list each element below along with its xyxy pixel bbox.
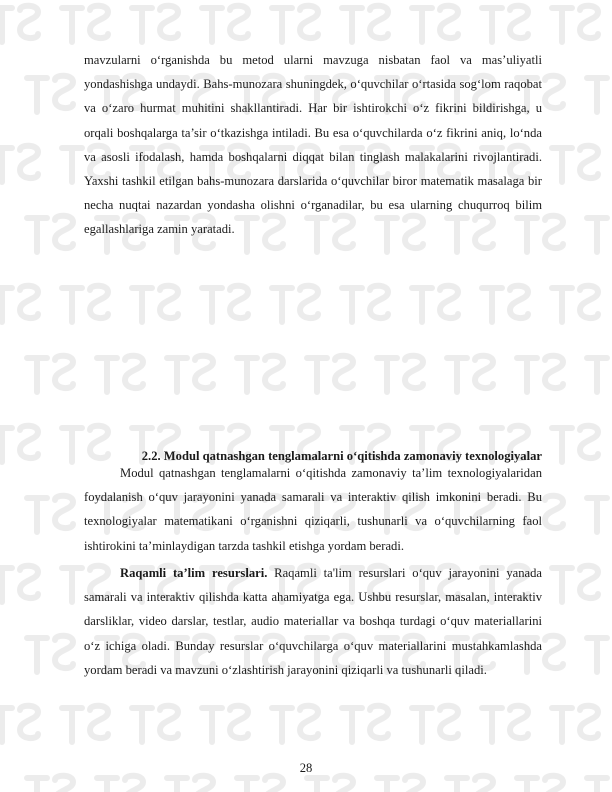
paragraph-3-lead: Raqamli ta’lim resurslari. bbox=[120, 566, 268, 580]
watermark-mark bbox=[540, 130, 610, 200]
watermark-mark bbox=[50, 690, 120, 760]
watermark-mark bbox=[225, 340, 295, 410]
watermark-mark bbox=[575, 200, 612, 270]
watermark-mark bbox=[575, 480, 612, 550]
watermark-mark bbox=[540, 270, 610, 340]
page-number: 28 bbox=[299, 761, 313, 775]
watermark-mark bbox=[0, 130, 50, 200]
watermark-mark bbox=[575, 620, 612, 690]
watermark-mark bbox=[15, 480, 85, 550]
watermark-mark bbox=[540, 0, 610, 60]
paragraph-3-body: Raqamli ta'lim resurslari o‘quv jarayonini yanada samarali va interaktiv qilishda katta ahamiyatga ega. Ushbu resurslar, masalan, interaktiv darsliklar, video darslar, testlar, audio materiallar va boshqa turdagi o‘quv materiallarini o‘z ichiga oladi. Bunday resurslar o‘quvchilarga o‘quv materiallarini mustahkamlashda yordam beradi va mavzuni o‘zlashtirish jarayonini qiziqarli va tushunarli qiladi. bbox=[84, 566, 542, 677]
watermark-mark bbox=[0, 270, 50, 340]
watermark-mark bbox=[435, 340, 505, 410]
watermark-mark bbox=[120, 690, 190, 760]
watermark-mark bbox=[400, 690, 470, 760]
watermark-mark bbox=[330, 270, 400, 340]
watermark-mark bbox=[15, 60, 85, 130]
watermark-mark bbox=[260, 270, 330, 340]
watermark-mark bbox=[470, 690, 540, 760]
watermark-mark bbox=[575, 60, 612, 130]
watermark-mark bbox=[540, 410, 610, 480]
watermark-mark bbox=[260, 690, 330, 760]
section-heading: 2.2. Modul qatnashgan tenglamalarni o‘qitishda zamonaviy texnologiyalar bbox=[141, 449, 542, 463]
watermark-mark bbox=[330, 690, 400, 760]
paragraph-1: mavzularni o‘rganishda bu metod ularni mavzuga nisbatan faol va mas’uliyatli yondashishga undaydi. Bahs-munozara shuningdek, o‘quvchilar o‘rtasida sog‘lom raqobat va o‘zaro hurmat muhitini shakllantiradi. Har bir ishtirokchi o‘z fikrini bildirishga, u orqali boshqalarga ta’sir o‘tkazishga intiladi. Bu esa o‘quvchilarda o‘z fikrini aniq, lo‘nda va asosli ifodalash, hamda boshqalarni diqqat bilan tinglash malakalarini rivojlantiradi. Yaxshi tashkil etilgan bahs-munozara darslarida o‘quvchilar biror matematik masalaga bir necha nuqtai nazardan yondasha olishni o‘rganadilar, bu esa ularning chuqurroq bilim egallashlariga zamin yaratadi. bbox=[84, 53, 542, 237]
watermark-mark bbox=[540, 690, 610, 760]
watermark-mark bbox=[15, 200, 85, 270]
watermark-mark bbox=[155, 340, 225, 410]
watermark-mark bbox=[575, 340, 612, 410]
watermark-mark bbox=[190, 690, 260, 760]
paragraph-2: Modul qatnashgan tenglamalarni o‘qitishda zamonaviy ta’lim texnologiyalaridan foydalanish o‘quv jarayonini yanada samarali va interaktiv qilish imkonini beradi. Bu texnologiyalar matematikani o‘rganishni qiziqarli, tushunarli va o‘quvchilarning faol ishtirokini ta’minlaydigan tarzda tashkil etishga yordam beradi. bbox=[84, 466, 542, 553]
paragraph-3 bbox=[84, 561, 542, 682]
watermark-mark bbox=[0, 690, 50, 760]
watermark-mark bbox=[470, 270, 540, 340]
watermark-mark bbox=[15, 340, 85, 410]
watermark-mark bbox=[400, 270, 470, 340]
watermark-mark bbox=[15, 620, 85, 690]
watermark-mark bbox=[50, 270, 120, 340]
watermark-mark bbox=[0, 410, 50, 480]
watermark-mark bbox=[190, 270, 260, 340]
watermark-mark bbox=[295, 340, 365, 410]
watermark-mark bbox=[0, 0, 50, 60]
watermark-mark bbox=[540, 550, 610, 620]
watermark-mark bbox=[0, 550, 50, 620]
watermark-mark bbox=[365, 340, 435, 410]
watermark-mark bbox=[120, 270, 190, 340]
watermark-mark bbox=[85, 340, 155, 410]
watermark-mark bbox=[505, 340, 575, 410]
